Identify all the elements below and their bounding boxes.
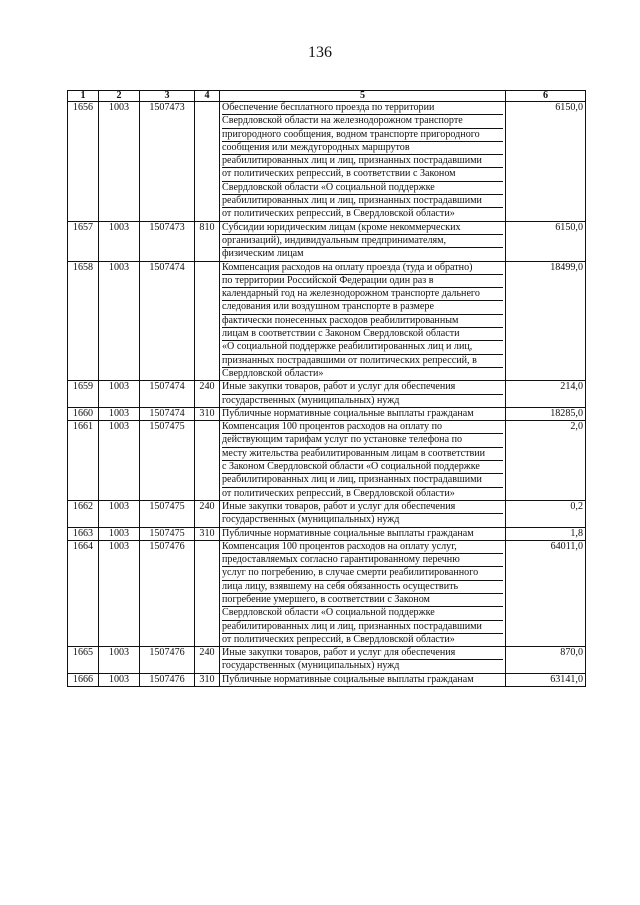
description-cell — [220, 500, 506, 527]
target-article-cell: 1507476 — [140, 540, 195, 646]
header-col-4: 4 — [195, 91, 220, 102]
row-number-cell: 1656 — [68, 102, 99, 222]
section-code-cell: 1003 — [99, 673, 140, 686]
description-line: Компенсация расходов на оплату проезда (туда и обратно) — [222, 262, 503, 275]
description-line: от политических репрессий, в соответствии с Законом — [222, 168, 503, 181]
expense-kind-cell: 240 — [195, 647, 220, 674]
header-col-2: 2 — [99, 91, 140, 102]
description-line: Компенсация 100 процентов расходов на оплату по — [222, 421, 503, 434]
description-line: Компенсация 100 процентов расходов на оплату услуг, — [222, 541, 503, 554]
amount-cell: 63141,0 — [506, 673, 586, 686]
expense-kind-cell — [195, 421, 220, 501]
row-number-cell: 1660 — [68, 407, 99, 420]
amount-cell: 1,8 — [506, 527, 586, 540]
description-line: от политических репрессий, в Свердловской области» — [222, 208, 455, 220]
description-cell — [220, 102, 506, 222]
description-line: от политических репрессий, в Свердловской области» — [222, 487, 455, 499]
row-number-cell: 1657 — [68, 221, 99, 261]
description-line: Свердловской области» — [222, 367, 324, 379]
table-row — [68, 221, 586, 261]
description-line: услуг по погребению, в случае смерти реабилитированного — [222, 567, 503, 580]
description-line: календарный год на железнодорожном транспорте дальнего — [222, 288, 503, 301]
section-code-cell: 1003 — [99, 540, 140, 646]
target-article-cell: 1507475 — [140, 421, 195, 501]
target-article-cell: 1507475 — [140, 527, 195, 540]
description-line: Свердловской области на железнодорожном транспорте — [222, 115, 503, 128]
section-code-cell: 1003 — [99, 647, 140, 674]
description-line: «О социальной поддержке реабилитированных лиц и лиц, — [222, 341, 503, 354]
target-article-cell: 1507474 — [140, 407, 195, 420]
expense-kind-cell: 240 — [195, 500, 220, 527]
target-article-cell: 1507473 — [140, 102, 195, 222]
target-article-cell: 1507475 — [140, 500, 195, 527]
description-line: предоставляемых согласно гарантированному перечню — [222, 554, 503, 567]
amount-cell: 6150,0 — [506, 221, 586, 261]
description-cell — [220, 527, 506, 540]
expense-kind-cell: 310 — [195, 673, 220, 686]
description-line: государственных (муниципальных) нужд — [222, 514, 400, 526]
expense-kind-cell: 310 — [195, 527, 220, 540]
section-code-cell: 1003 — [99, 421, 140, 501]
header-col-3: 3 — [140, 91, 195, 102]
description-line: погребение умершего, в соответствии с Законом — [222, 594, 503, 607]
section-code-cell: 1003 — [99, 102, 140, 222]
description-line: государственных (муниципальных) нужд — [222, 394, 400, 406]
expense-kind-cell — [195, 261, 220, 381]
table-row — [68, 261, 586, 381]
description-line: по территории Российской Федерации один раз в — [222, 275, 503, 288]
description-line: пригородного сообщения, водном транспорте пригородного — [222, 129, 503, 142]
amount-cell: 214,0 — [506, 381, 586, 408]
table-row — [68, 421, 586, 501]
row-number-cell: 1663 — [68, 527, 99, 540]
row-number-cell: 1659 — [68, 381, 99, 408]
description-line: лицам в соответствии с Законом Свердловской области — [222, 328, 503, 341]
description-line: Иные закупки товаров, работ и услуг для обеспечения — [222, 501, 503, 514]
table-row — [68, 381, 586, 408]
description-cell — [220, 540, 506, 646]
description-cell — [220, 673, 506, 686]
section-code-cell: 1003 — [99, 500, 140, 527]
description-line: действующим тарифам услуг по установке телефона по — [222, 434, 503, 447]
amount-cell: 18499,0 — [506, 261, 586, 381]
table-row — [68, 500, 586, 527]
description-cell — [220, 221, 506, 261]
page-number: 136 — [308, 44, 332, 61]
description-cell — [220, 381, 506, 408]
header-col-6: 6 — [506, 91, 586, 102]
row-number-cell: 1661 — [68, 421, 99, 501]
description-line: реабилитированных лиц и лиц, признанных пострадавшими — [222, 474, 503, 487]
expense-kind-cell: 240 — [195, 381, 220, 408]
description-cell — [220, 421, 506, 501]
table-row — [68, 673, 586, 686]
target-article-cell: 1507474 — [140, 381, 195, 408]
amount-cell: 0,2 — [506, 500, 586, 527]
description-line: Субсидии юридическим лицам (кроме некоммерческих — [222, 222, 503, 235]
table-row — [68, 407, 586, 420]
description-line: от политических репрессий, в Свердловской области» — [222, 633, 455, 645]
table-header-row — [68, 91, 586, 102]
row-number-cell: 1664 — [68, 540, 99, 646]
expense-kind-cell: 810 — [195, 221, 220, 261]
description-line: государственных (муниципальных) нужд — [222, 660, 400, 672]
description-line: Публичные нормативные социальные выплаты гражданам — [222, 407, 474, 419]
table-body — [68, 102, 586, 687]
amount-cell: 64011,0 — [506, 540, 586, 646]
description-line: фактически понесенных расходов реабилитированным — [222, 315, 503, 328]
budget-table — [67, 90, 586, 687]
description-line: Публичные нормативные социальные выплаты гражданам — [222, 527, 474, 539]
amount-cell: 2,0 — [506, 421, 586, 501]
section-code-cell: 1003 — [99, 261, 140, 381]
description-line: месту жительства реабилитированным лицам в соответствии — [222, 448, 503, 461]
section-code-cell: 1003 — [99, 381, 140, 408]
row-number-cell: 1662 — [68, 500, 99, 527]
description-line: реабилитированных лиц и лиц, признанных пострадавшими — [222, 195, 503, 208]
description-cell — [220, 261, 506, 381]
header-col-5: 5 — [220, 91, 506, 102]
amount-cell: 6150,0 — [506, 102, 586, 222]
row-number-cell: 1666 — [68, 673, 99, 686]
description-line: Свердловской области «О социальной поддержке — [222, 182, 503, 195]
amount-cell: 18285,0 — [506, 407, 586, 420]
description-line: организаций), индивидуальным предпринимателям, — [222, 235, 503, 248]
expense-kind-cell — [195, 540, 220, 646]
description-cell — [220, 647, 506, 674]
section-code-cell: 1003 — [99, 221, 140, 261]
description-line: с Законом Свердловской области «О социальной поддержке — [222, 461, 503, 474]
row-number-cell: 1658 — [68, 261, 99, 381]
target-article-cell: 1507473 — [140, 221, 195, 261]
description-line: Публичные нормативные социальные выплаты гражданам — [222, 673, 474, 685]
description-line: Свердловской области «О социальной поддержке — [222, 607, 503, 620]
description-line: лица лицу, взявшему на себя обязанность осуществить — [222, 581, 503, 594]
expense-kind-cell: 310 — [195, 407, 220, 420]
section-code-cell: 1003 — [99, 527, 140, 540]
target-article-cell: 1507474 — [140, 261, 195, 381]
description-line: сообщения или междугородных маршрутов — [222, 142, 503, 155]
amount-cell: 870,0 — [506, 647, 586, 674]
header-col-1: 1 — [68, 91, 99, 102]
section-code-cell: 1003 — [99, 407, 140, 420]
description-line: следования или воздушном транспорте в размере — [222, 301, 503, 314]
table-row — [68, 527, 586, 540]
description-line: Иные закупки товаров, работ и услуг для обеспечения — [222, 647, 503, 660]
table-row — [68, 647, 586, 674]
expense-kind-cell — [195, 102, 220, 222]
target-article-cell: 1507476 — [140, 647, 195, 674]
row-number-cell: 1665 — [68, 647, 99, 674]
table-row — [68, 102, 586, 222]
description-line: реабилитированных лиц и лиц, признанных пострадавшими — [222, 621, 503, 634]
table-row — [68, 540, 586, 646]
description-line: Иные закупки товаров, работ и услуг для обеспечения — [222, 381, 503, 394]
description-cell — [220, 407, 506, 420]
description-line: реабилитированных лиц и лиц, признанных пострадавшими — [222, 155, 503, 168]
description-line: Обеспечение бесплатного проезда по территории — [222, 102, 503, 115]
description-line: физическим лицам — [222, 248, 304, 260]
description-line: признанных пострадавшими от политических репрессий, в — [222, 355, 503, 368]
target-article-cell: 1507476 — [140, 673, 195, 686]
